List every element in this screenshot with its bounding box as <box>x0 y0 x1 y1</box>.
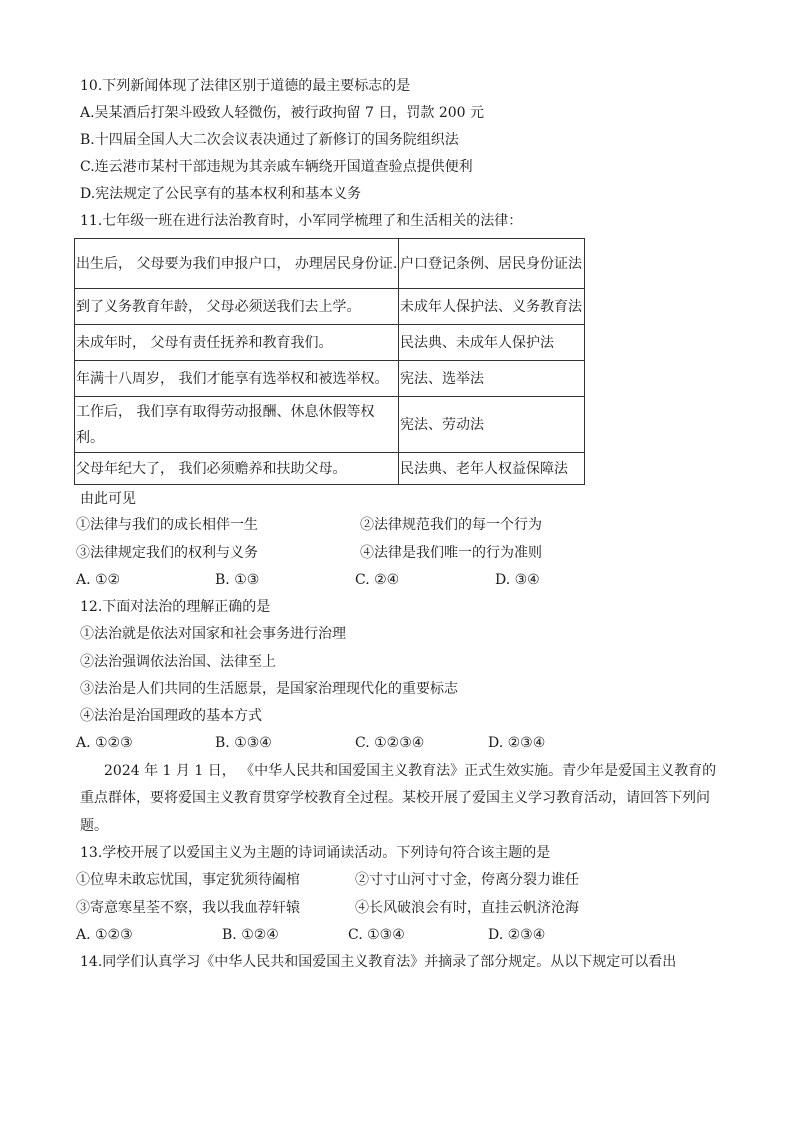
q10-option-b: B.十四届全国人大二次会议表决通过了新修订的国务院组织法 <box>80 132 459 148</box>
table-cell-situation: 父母年纪大了， 我们必须赡养和扶助父母。 <box>75 453 399 485</box>
q13-item-1: ①位卑未敢忘忧国，事定犹须待阖棺 <box>76 872 300 888</box>
q12-item-4: ④法治是治国理政的基本方式 <box>80 708 262 724</box>
law-table <box>74 238 585 485</box>
passage-line-1: 2024 年 1 月 1 日， 《中华人民共和国爱国主义教育法》正式生效实施。青少年是爱国主义教育的 <box>104 763 717 779</box>
table-cell-laws: 民法典、未成年人保护法 <box>399 325 585 361</box>
q13-option-c: C. ①③④ <box>348 927 405 943</box>
q12-option-d: D. ②③④ <box>488 735 546 751</box>
question-13-stem: 13.学校开展了以爱国主义为主题的诗词诵读活动。下列诗句符合该主题的是 <box>80 845 551 861</box>
q12-option-c: C. ①②③④ <box>355 735 425 751</box>
table-row <box>75 397 585 453</box>
q13-option-a: A. ①②③ <box>76 927 133 943</box>
passage-line-3: 题。 <box>80 818 108 834</box>
table-row <box>75 453 585 485</box>
table-row <box>75 289 585 325</box>
table-row <box>75 361 585 397</box>
q13-item-3: ③寄意寒星荃不察，我以我血荐轩辕 <box>76 900 300 916</box>
question-12-stem: 12.下面对法治的理解正确的是 <box>80 599 271 615</box>
q13-item-2: ②寸寸山河寸寸金，侉离分裂力谁任 <box>355 872 579 888</box>
passage-line-2: 重点群体，要将爱国主义教育贯穿学校教育全过程。某校开展了爱国主义学习教育活动，请回答下列问 <box>80 790 710 806</box>
table-row <box>75 239 585 289</box>
table-cell-laws: 宪法、选举法 <box>399 361 585 397</box>
table-cell-situation: 未成年时， 父母有责任抚养和教育我们。 <box>75 325 399 361</box>
table-row <box>75 325 585 361</box>
q11-option-d: D. ③④ <box>495 572 540 588</box>
q12-option-a: A. ①②③ <box>76 735 133 751</box>
question-10-stem: 10.下列新闻体现了法律区别于道德的最主要标志的是 <box>80 78 411 94</box>
table-cell-laws: 户口登记条例、居民身份证法 <box>399 239 585 289</box>
q11-item-1: ①法律与我们的成长相伴一生 <box>76 517 258 533</box>
q12-item-1: ①法治就是依法对国家和社会事务进行治理 <box>80 626 346 642</box>
question-14-stem: 14.同学们认真学习《中华人民共和国爱国主义教育法》并摘录了部分规定。从以下规定可以看出 <box>80 954 677 970</box>
q12-item-3: ③法治是人们共同的生活愿景，是国家治理现代化的重要标志 <box>80 681 458 697</box>
table-cell-situation: 工作后， 我们享有取得劳动报酬、休息休假等权利。 <box>75 397 399 453</box>
q13-item-4: ④长风破浪会有时，直挂云帆济沧海 <box>355 900 579 916</box>
q11-option-b: B. ①③ <box>215 572 260 588</box>
q11-item-2: ②法律规范我们的每一个行为 <box>360 517 542 533</box>
q13-option-b: B. ①②④ <box>222 927 279 943</box>
table-cell-situation: 年满十八周岁， 我们才能享有选举权和被选举权。 <box>75 361 399 397</box>
q10-option-c: C.连云港市某村干部违规为其亲戚车辆绕开国道查验点提供便利 <box>80 159 473 175</box>
q10-option-d: D.宪法规定了公民享有的基本权利和基本义务 <box>80 186 362 202</box>
q11-lead: 由此可见 <box>80 491 136 507</box>
q11-option-c: C. ②④ <box>355 572 400 588</box>
q11-item-3: ③法律规定我们的权利与义务 <box>76 545 258 561</box>
q10-option-a: A.吴某酒后打架斗殴致人轻微伤，被行政拘留 7 日，罚款 200 元 <box>80 105 484 121</box>
q13-option-d: D. ②③④ <box>488 927 546 943</box>
table-cell-laws: 未成年人保护法、义务教育法 <box>399 289 585 325</box>
q12-item-2: ②法治强调依法治国、法律至上 <box>80 654 276 670</box>
table-cell-situation: 出生后， 父母要为我们申报户口， 办理居民身份证. <box>75 239 399 289</box>
table-cell-laws: 民法典、老年人权益保障法 <box>399 453 585 485</box>
table-cell-laws: 宪法、劳动法 <box>399 397 585 453</box>
q11-option-a: A. ①② <box>76 572 121 588</box>
q12-option-b: B. ①③④ <box>215 735 272 751</box>
q11-item-4: ④法律是我们唯一的行为准则 <box>360 545 542 561</box>
question-11-stem: 11.七年级一班在进行法治教育时，小军同学梳理了和生活相关的法律： <box>80 213 523 229</box>
table-cell-situation: 到了义务教育年龄， 父母必须送我们去上学。 <box>75 289 399 325</box>
